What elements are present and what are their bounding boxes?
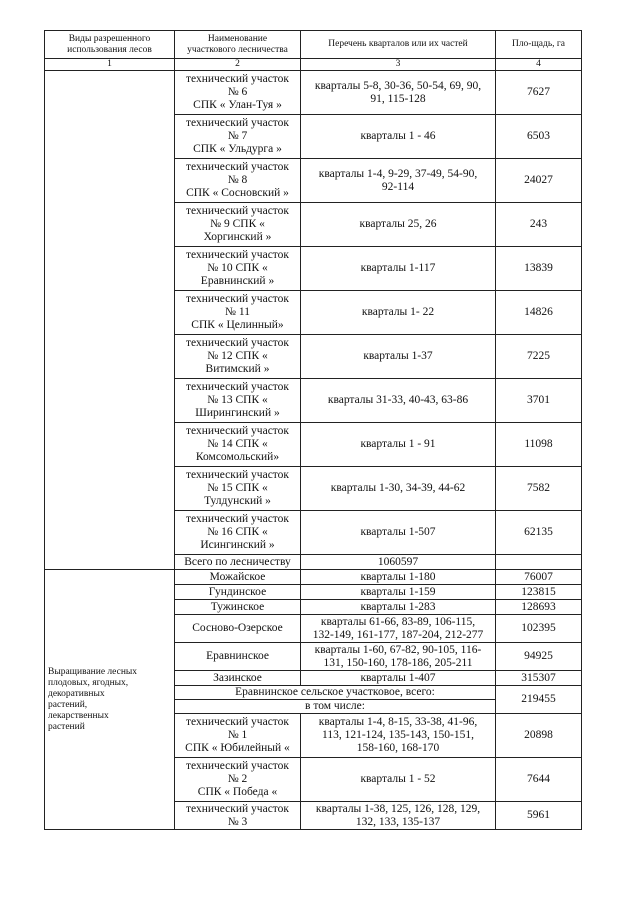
text-line: кварталы 5-8, 30-36, 50-54, 69, 90, [314, 79, 482, 92]
area-cell: 20898 [496, 714, 582, 758]
text-line: № 9 СПК « [210, 218, 265, 230]
text-line: № 8 [227, 174, 248, 186]
text-line: кварталы 1 - 46 [360, 130, 436, 142]
text-line: № 6 [227, 86, 248, 98]
total-label-cell: Всего по лесничеству [175, 555, 301, 570]
forestry-name-cell [175, 600, 301, 615]
forestry-name-cell [175, 643, 301, 671]
area-cell: 76007 [496, 570, 582, 585]
text-line: Тулдунский » [204, 495, 271, 507]
text-line: 131, 150-160, 178-186, 205-211 [323, 656, 473, 669]
text-line: кварталы 1-507 [360, 526, 436, 538]
text-line: технический участок [185, 249, 290, 261]
text-line: Еравнинский » [200, 275, 275, 287]
subtotal-value-cell: 219455 [496, 686, 582, 714]
forestry-name-cell [175, 203, 301, 247]
forestry-name-cell [175, 71, 301, 115]
text-line: СПК « Сосновский » [186, 187, 289, 199]
text-line: № 14 СПК « [207, 438, 268, 450]
text-line: № 11 [225, 306, 250, 318]
area-cell: 6503 [496, 115, 582, 159]
text-line: СПК « Юбилейный « [185, 742, 290, 754]
forestry-name-cell [175, 467, 301, 511]
text-line: декоративных [48, 688, 105, 699]
text-line: 113, 121-124, 135-143, 150-151, [322, 729, 474, 741]
text-line: кварталы 1 - 91 [360, 438, 436, 450]
forestry-name-cell [175, 159, 301, 203]
quarters-cell [301, 159, 496, 203]
use-kind-cell [45, 71, 175, 570]
quarters-cell [301, 570, 496, 585]
text-line: кварталы 1-4, 8-15, 33-38, 41-96, [318, 716, 478, 728]
text-line: лекарственных [48, 710, 109, 721]
text-line: кварталы 1- 22 [361, 306, 435, 318]
forestry-name-cell [175, 570, 301, 585]
text-line: 92-114 [381, 180, 415, 193]
column-number: 1 [45, 59, 175, 71]
text-line: кварталы 25, 26 [359, 218, 437, 230]
area-cell: 7627 [496, 71, 582, 115]
text-line: кварталы 61-66, 83-89, 106-115, [320, 615, 476, 628]
area-cell: 5961 [496, 802, 582, 830]
text-line: Зазинское [213, 671, 262, 684]
text-line: участкового лесничества [187, 44, 288, 55]
forestry-name-cell [175, 671, 301, 686]
text-line: технический участок [185, 469, 290, 481]
text-line: № 3 [227, 815, 248, 828]
forestry-name-cell [175, 291, 301, 335]
forestry-name-cell [175, 714, 301, 758]
quarters-cell [301, 423, 496, 467]
area-cell: 123815 [496, 585, 582, 600]
text-line: № 13 СПК « [207, 394, 268, 406]
text-line: технический участок [185, 513, 290, 525]
total-value-cell: 1060597 [301, 555, 496, 570]
forestry-name-cell [175, 335, 301, 379]
text-line: Можайское [209, 570, 266, 583]
area-cell: 243 [496, 203, 582, 247]
text-line: технический участок [185, 337, 290, 349]
quarters-cell [301, 203, 496, 247]
text-line: использования лесов [67, 44, 152, 55]
text-line: Пло-щадь, га [511, 39, 566, 49]
quarters-cell [301, 643, 496, 671]
quarters-cell [301, 802, 496, 830]
quarters-cell [301, 714, 496, 758]
text-line: № 10 СПК « [207, 262, 268, 274]
table-row [45, 570, 582, 585]
quarters-cell [301, 585, 496, 600]
forestry-name-cell [175, 423, 301, 467]
text-line: 158-160, 168-170 [356, 742, 440, 754]
text-line: кварталы 1-180 [360, 570, 436, 583]
column-header [301, 31, 496, 59]
text-line: Гундинское [208, 585, 267, 598]
text-line: кварталы 1-117 [360, 262, 436, 274]
forestry-name-cell [175, 802, 301, 830]
forestry-name-cell [175, 511, 301, 555]
text-line: № 7 [227, 130, 248, 142]
area-cell: 94925 [496, 643, 582, 671]
text-line: Ширингинский » [195, 407, 280, 419]
quarters-cell [301, 291, 496, 335]
text-line: кварталы 1-38, 125, 126, 128, 129, [315, 802, 481, 815]
quarters-cell [301, 467, 496, 511]
text-line: № 1 [227, 729, 248, 741]
text-line: № 15 СПК « [207, 482, 268, 494]
text-line: Хоргинский » [203, 231, 272, 243]
text-line: № 16 СПК « [207, 526, 268, 538]
text-line: № 12 СПК « [207, 350, 268, 362]
text-line: технический участок [185, 760, 290, 772]
text-line: 132-149, 161-177, 187-204, 212-277 [312, 628, 484, 641]
text-line: СПК « Победа « [197, 786, 278, 798]
text-line: кварталы 1-4, 9-29, 37-49, 54-90, [318, 167, 478, 180]
table-row [45, 71, 582, 115]
text-line: Перечень кварталов или их частей [328, 39, 468, 49]
header-row [45, 31, 582, 59]
text-line: технический участок [185, 293, 290, 305]
text-line: технический участок [185, 425, 290, 437]
text-line: Витимский » [205, 363, 270, 375]
forest-use-table [44, 30, 582, 830]
text-line: кварталы 1-159 [360, 585, 436, 598]
text-line: СПК « Ульдурга » [193, 143, 282, 155]
text-line: Наименование [207, 33, 268, 44]
area-cell: 7225 [496, 335, 582, 379]
text-line: Тужинское [210, 600, 265, 613]
text-line: Еравнинское [206, 650, 269, 662]
area-cell: 62135 [496, 511, 582, 555]
quarters-cell [301, 758, 496, 802]
text-line: кварталы 1-407 [360, 671, 436, 684]
forestry-name-cell [175, 247, 301, 291]
column-header [496, 31, 582, 59]
text-line: 132, 133, 135-137 [355, 815, 441, 828]
area-cell: 13839 [496, 247, 582, 291]
area-cell: 24027 [496, 159, 582, 203]
text-line: технический участок [185, 716, 290, 728]
quarters-cell [301, 115, 496, 159]
area-cell: 128693 [496, 600, 582, 615]
quarters-cell [301, 379, 496, 423]
area-cell: 14826 [496, 291, 582, 335]
text-line: растений, [48, 699, 88, 710]
text-line: Выращивание лесных [48, 666, 138, 677]
area-cell: 102395 [496, 615, 582, 643]
text-line: плодовых, ягодных, [48, 677, 129, 688]
area-cell: 7582 [496, 467, 582, 511]
including-label-cell: в том числе: [175, 700, 496, 714]
area-cell: 315307 [496, 671, 582, 686]
empty-cell [496, 555, 582, 570]
quarters-cell [301, 511, 496, 555]
quarters-cell [301, 335, 496, 379]
area-cell: 3701 [496, 379, 582, 423]
subtotal-label-cell: Еравнинское сельское участковое, всего: [175, 686, 496, 700]
column-number-row [45, 59, 582, 71]
text-line: технический участок [185, 161, 290, 173]
text-line: СПК « Улан-Туя » [193, 99, 282, 111]
text-line: Исингинский » [200, 539, 275, 551]
column-header [175, 31, 301, 59]
text-line: кварталы 31-33, 40-43, 63-86 [327, 394, 469, 406]
area-cell: 11098 [496, 423, 582, 467]
quarters-cell [301, 671, 496, 686]
text-line: технический участок [185, 802, 290, 815]
text-line: технический участок [185, 205, 290, 217]
text-line: Виды разрешенного [68, 33, 151, 44]
forestry-name-cell [175, 585, 301, 600]
text-line: кварталы 1-30, 34-39, 44-62 [330, 482, 466, 494]
column-header [45, 31, 175, 59]
column-number: 2 [175, 59, 301, 71]
text-line: кварталы 1-283 [360, 600, 436, 613]
text-line: кварталы 1-60, 67-82, 90-105, 116- [314, 643, 482, 656]
forestry-name-cell [175, 758, 301, 802]
column-number: 4 [496, 59, 582, 71]
text-line: № 2 [227, 773, 248, 785]
quarters-cell [301, 600, 496, 615]
text-line: технический участок [185, 381, 290, 393]
column-number: 3 [301, 59, 496, 71]
quarters-cell [301, 71, 496, 115]
text-line: кварталы 1 - 52 [360, 773, 436, 785]
text-line: технический участок [185, 73, 290, 85]
text-line: СПК « Целинный» [191, 319, 284, 331]
quarters-cell [301, 247, 496, 291]
text-line: растений [48, 721, 85, 732]
use-kind-cell [45, 570, 175, 830]
text-line: 91, 115-128 [370, 92, 426, 105]
forestry-name-cell [175, 379, 301, 423]
text-line: кварталы 1-37 [363, 350, 433, 362]
area-cell: 7644 [496, 758, 582, 802]
forestry-name-cell [175, 115, 301, 159]
text-line: Комсомольский» [195, 451, 280, 463]
text-line: Сосново-Озерское [192, 622, 283, 634]
forestry-name-cell [175, 615, 301, 643]
text-line: технический участок [185, 117, 290, 129]
quarters-cell [301, 615, 496, 643]
